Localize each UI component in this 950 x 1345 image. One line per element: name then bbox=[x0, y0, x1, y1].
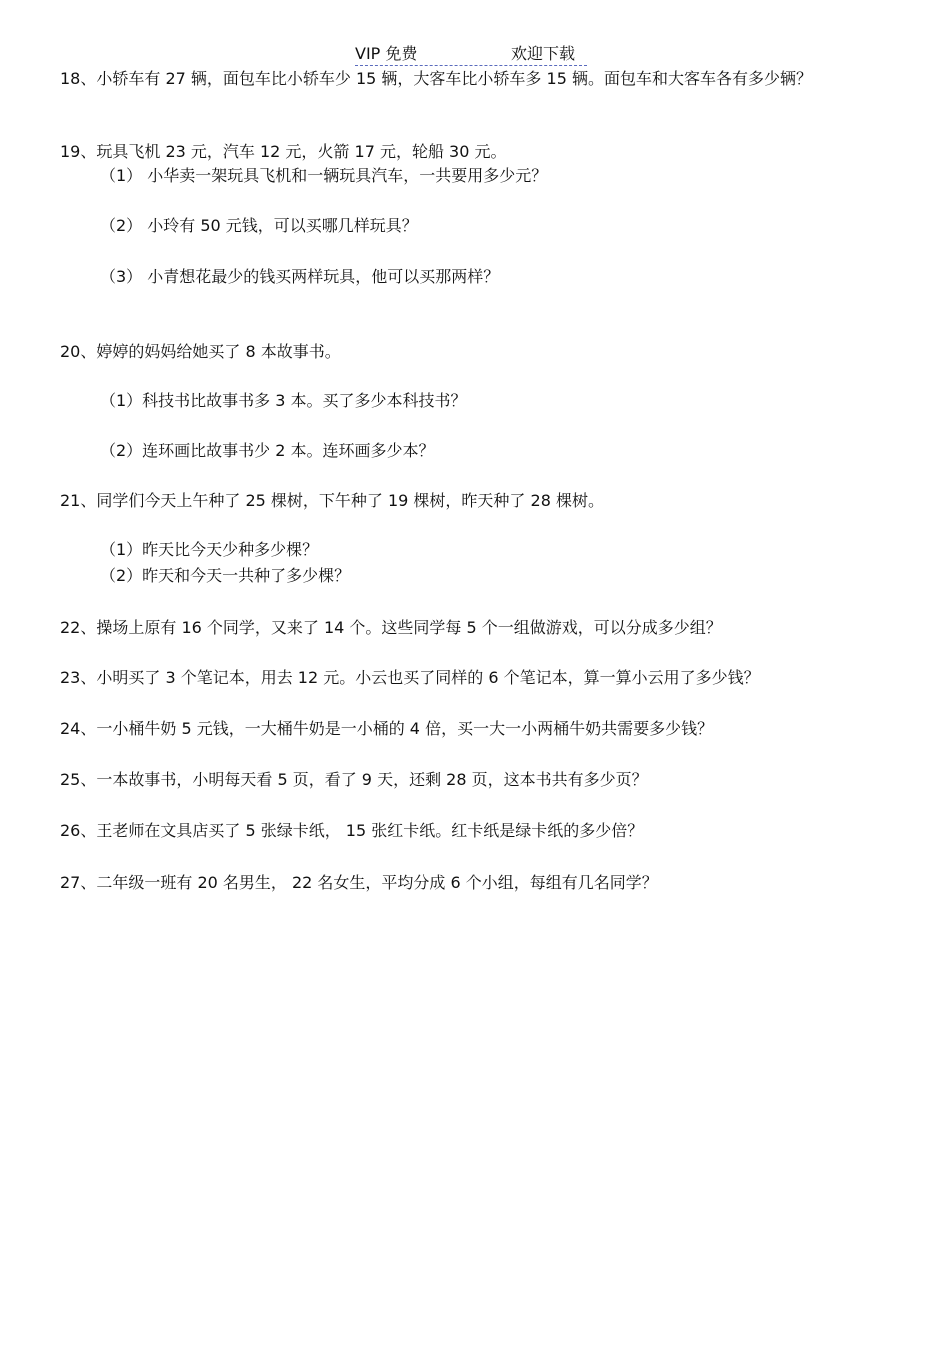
question-19-sub-2: （2） 小玲有 50 元钱，可以买哪几样玩具？ bbox=[100, 216, 418, 235]
question-25: 25、一本故事书，小明每天看 5 页，看了 9 天，还剩 28 页，这本书共有多少页？ bbox=[60, 770, 648, 789]
question-21-sub-2: （2）昨天和今天一共种了多少棵？ bbox=[100, 566, 351, 585]
question-24: 24、一小桶牛奶 5 元钱，一大桶牛奶是一小桶的 4 倍，买一大一小两桶牛奶共需要多少钱？ bbox=[60, 719, 714, 738]
question-20-sub-2: （2）连环画比故事书少 2 本。连环画多少本？ bbox=[100, 441, 435, 460]
question-18: 18、小轿车有 27 辆，面包车比小轿车少 15 辆，大客车比小轿车多 15 辆。面包车和大客车各有多少辆？ bbox=[60, 69, 812, 88]
question-19-sub-3: （3） 小青想花最少的钱买两样玩具，他可以买那两样？ bbox=[100, 267, 500, 286]
question-19-stem: 19、玩具飞机 23 元，汽车 12 元，火箭 17 元，轮船 30 元。 bbox=[60, 142, 507, 161]
question-21-sub-1: （1）昨天比今天少种多少棵？ bbox=[100, 540, 319, 559]
header-download-label: 欢迎下载 bbox=[511, 44, 576, 63]
header-vip-label: VIP 免费 bbox=[355, 44, 418, 63]
question-23: 23、小明买了 3 个笔记本，用去 12 元。小云也买了同样的 6 个笔记本，算一算小云用了多少钱？ bbox=[60, 668, 760, 687]
question-26: 26、王老师在文具店买了 5 张绿卡纸， 15 张红卡纸。红卡纸是绿卡纸的多少倍？ bbox=[60, 821, 644, 840]
question-20-stem: 20、婷婷的妈妈给她买了 8 本故事书。 bbox=[60, 342, 341, 361]
page-header bbox=[355, 43, 587, 66]
question-19-sub-1: （1） 小华卖一架玩具飞机和一辆玩具汽车，一共要用多少元？ bbox=[100, 166, 548, 185]
question-21-stem: 21、同学们今天上午种了 25 棵树，下午种了 19 棵树，昨天种了 28 棵树。 bbox=[60, 491, 604, 510]
question-27: 27、二年级一班有 20 名男生， 22 名女生，平均分成 6 个小组，每组有几名同学？ bbox=[60, 873, 658, 892]
question-22: 22、操场上原有 16 个同学，又来了 14 个。这些同学每 5 个一组做游戏，可以分成多少组？ bbox=[60, 618, 722, 637]
question-20-sub-1: （1）科技书比故事书多 3 本。买了多少本科技书？ bbox=[100, 391, 467, 410]
